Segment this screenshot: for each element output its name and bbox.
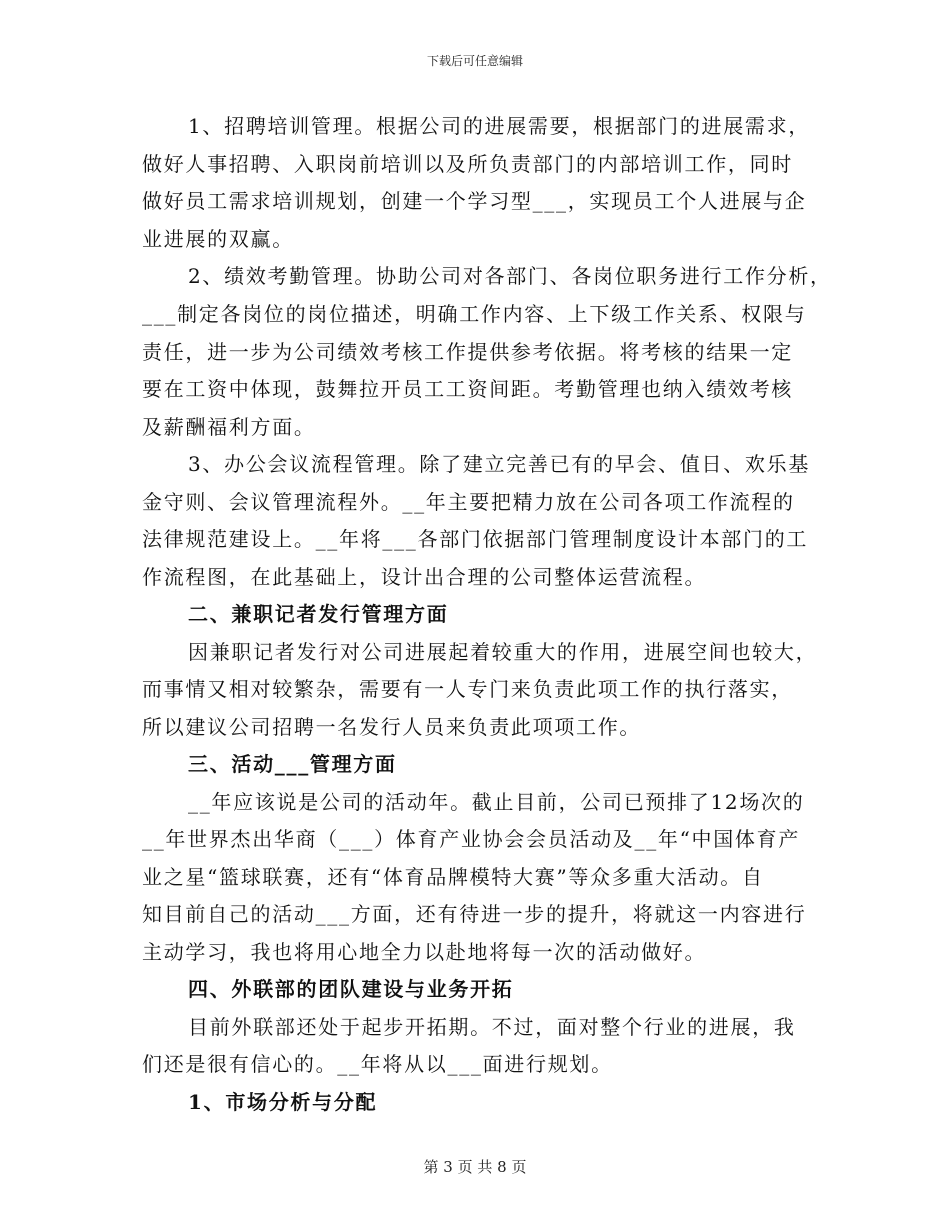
paragraph-line: ___制定各岗位的岗位描述，明确工作内容、上下级工作关系、权限与 [142, 302, 807, 326]
paragraph-line: 金守则、会议管理流程外。__年主要把精力放在公司各项工作流程的 [142, 490, 795, 514]
paragraph-line: 业进展的双赢。 [142, 227, 294, 251]
paragraph-line: 做好员工需求培训规划，创建一个学习型___，实现员工个人进展与企 [142, 189, 807, 213]
paragraph-line: 主动学习，我也将用心地全力以赴地将每一次的活动做好。 [142, 940, 707, 964]
section-heading: 四、外联部的团队建设与业务开拓 [188, 977, 514, 1001]
section-heading: 三、活动___管理方面 [188, 752, 397, 776]
paragraph-line: 责任，进一步为公司绩效考核工作提供参考依据。将考核的结果一定 [142, 340, 793, 364]
paragraph-line: 知目前自己的活动___方面，还有待进一步的提升，将就这一内容进行 [142, 902, 807, 926]
paragraph-line: 要在工资中体现，鼓舞拉开员工工资间距。考勤管理也纳入绩效考核 [142, 377, 793, 401]
paragraph-line: 做好人事招聘、入职岗前培训以及所负责部门的内部培训工作，同时 [142, 152, 793, 176]
page-footer: 第 3 页 共 8 页 [423, 1158, 527, 1176]
paragraph-line: 所以建议公司招聘一名发行人员来负责此项项工作。 [142, 715, 642, 739]
paragraph-line: 们还是很有信心的。__年将从以___面进行规划。 [142, 1052, 613, 1076]
paragraph-line: 作流程图，在此基础上，设计出合理的公司整体运营流程。 [142, 565, 707, 589]
paragraph-line: 及薪酬福利方面。 [142, 415, 316, 439]
paragraph-line: 而事情又相对较繁杂，需要有一人专门来负责此项工作的执行落实， [142, 677, 793, 701]
page-header: 下载后可任意编辑 [426, 54, 523, 68]
paragraph-line: 2、绩效考勤管理。协助公司对各部门、各岗位职务进行工作分析， [188, 264, 832, 288]
subsection-heading: 1、市场分析与分配 [188, 1090, 378, 1114]
paragraph-line: __年世界杰出华商（___）体育产业协会会员活动及__年“中国体育产 [142, 827, 801, 851]
paragraph-line: 法律规范建设上。__年将___各部门依据部门管理制度设计本部门的工 [142, 527, 809, 551]
paragraph-line: __年应该说是公司的活动年。截止目前，公司已预排了12场次的 [188, 790, 805, 814]
paragraph-line: 业之星“篮球联赛，还有“体育品牌模特大赛”等众多重大活动。自 [142, 865, 764, 889]
paragraph-line: 目前外联部还处于起步开拓期。不过，面对整个行业的进展，我 [188, 1015, 796, 1039]
paragraph-line: 因兼职记者发行对公司进展起着较重大的作用，进展空间也较大， [188, 640, 818, 664]
paragraph-line: 3、办公会议流程管理。除了建立完善已有的早会、值日、欢乐基 [188, 452, 811, 476]
paragraph-line: 1、招聘培训管理。根据公司的进展需要，根据部门的进展需求， [188, 114, 811, 138]
section-heading: 二、兼职记者发行管理方面 [188, 602, 449, 626]
